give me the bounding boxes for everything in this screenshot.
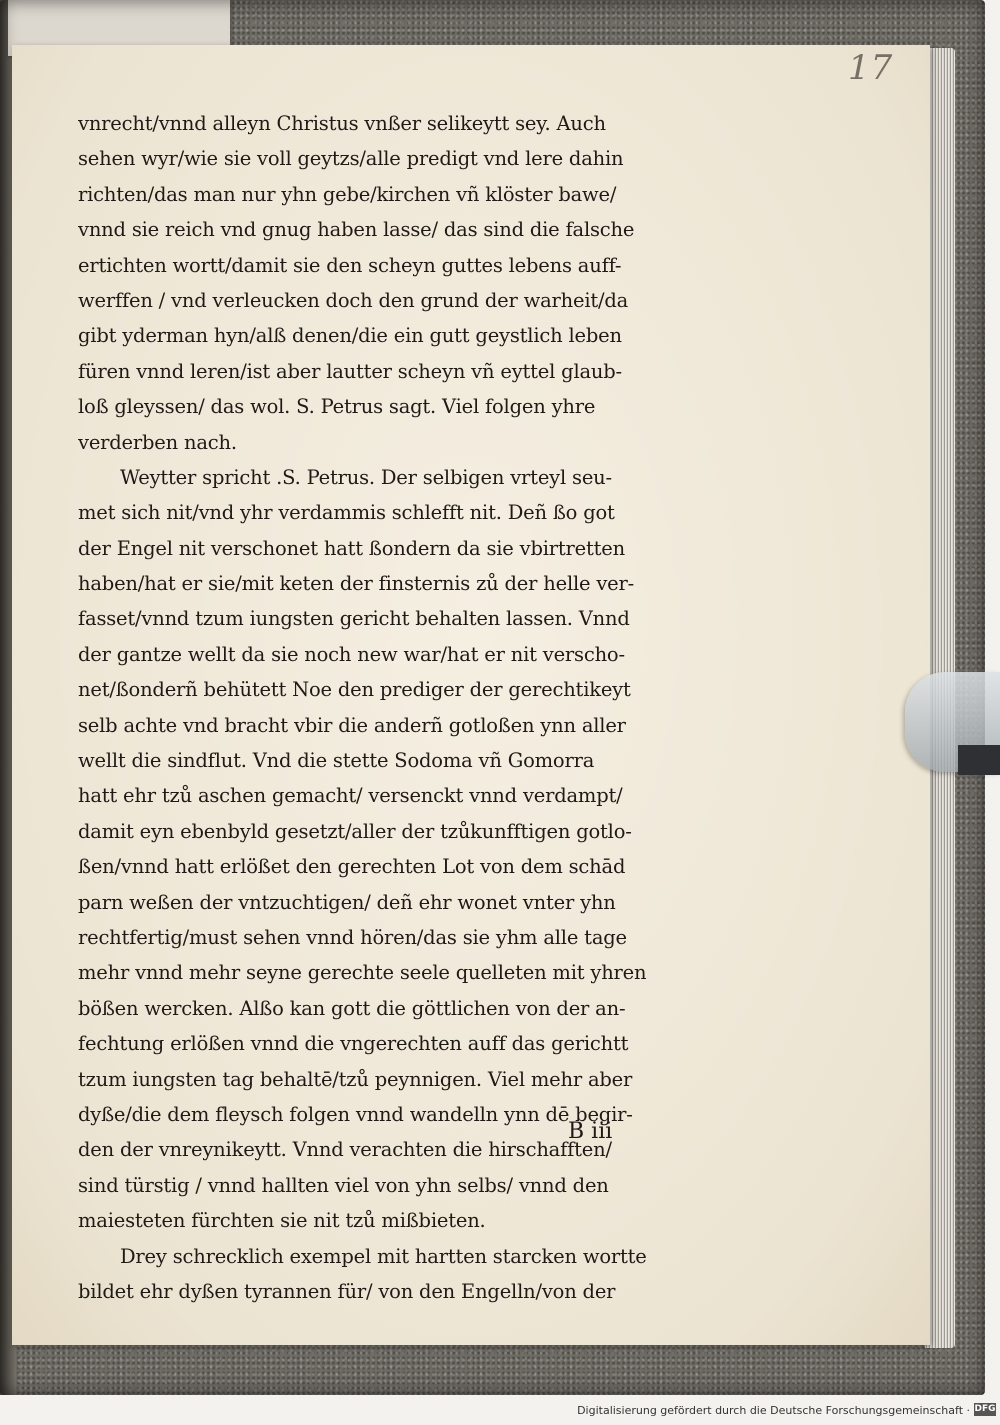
dfg-logo: DFG (974, 1404, 996, 1414)
text-line: tzum iungsten tag behaltē/tzů peynnigen. Viel mehr aber (78, 1067, 633, 1091)
text-line: damit eyn ebenbyld gesetzt/aller der tzůkunfftigen gotlo- (78, 819, 632, 843)
clip-shadow (958, 745, 1000, 775)
text-line: vnnd sie reich vnd gnug haben lasse/ das sind die falsche (78, 218, 635, 242)
text-line: haben/hat er sie/mit keten der finsternis zů der helle ver- (78, 572, 635, 596)
text-line: hatt ehr tzů aschen gemacht/ versenckt vnnd verdampt/ (78, 784, 623, 808)
text-line: sehen wyr/wie sie voll geytzs/alle predigt vnd lere dahin (78, 147, 624, 171)
footer-bar (0, 1395, 1000, 1425)
text-line: met sich nit/vnd yhr verdammis schlefft nit. Deñ ßo got (78, 501, 615, 525)
text-line: verderben nach. (78, 430, 237, 454)
text-line: Weytter spricht .S. Petrus. Der selbigen vrteyl seu- (120, 465, 612, 489)
text-line: loß gleyssen/ das wol. S. Petrus sagt. Viel folgen yhre (78, 395, 596, 419)
text-line: werffen / vnd verleucken doch den grund der warheit/da (78, 288, 629, 312)
text-block (78, 106, 743, 1309)
text-line: net/ßonderñ behütett Noe den prediger der gerechtikeyt (78, 678, 631, 702)
footer-credit: Digitalisierung gefördert durch die Deutsche Forschungsgemeinschaft · (577, 1404, 970, 1417)
text-line: maiesteten fürchten sie nit tzů mißbieten. (78, 1209, 486, 1233)
text-line: dyße/die dem fleysch folgen vnnd wandelln ynn dē begir- (78, 1102, 633, 1126)
text-line: sind türstig / vnnd hallten viel von yhn selbs/ vnnd den (78, 1173, 609, 1197)
text-line: selb achte vnd bracht vbir die anderñ gotloßen ynn aller (78, 713, 626, 737)
text-line: ertichten wortt/damit sie den scheyn guttes lebens auff- (78, 253, 622, 277)
text-line: der Engel nit verschonet hatt ßondern da sie vbirtretten (78, 536, 625, 560)
text-line: vnrecht/vnnd alleyn Christus vnßer selikeytt sey. Auch (78, 112, 606, 135)
text-line: bößen wercken. Alßo kan gott die göttlichen von der an- (78, 996, 626, 1020)
text-line: der gantze wellt da sie noch new war/hat er nit verscho- (78, 642, 625, 666)
text-line: den der vnreynikeytt. Vnnd verachten die hirschafften/ (78, 1138, 612, 1162)
text-line: wellt die sindflut. Vnd die stette Sodoma vñ Gomorra (78, 749, 595, 773)
text-line: mehr vnnd mehr seyne gerechte seele quelleten mit yhren (78, 961, 647, 985)
text-line: fechtung erlößen vnnd die vngerechten auff das gerichtt (78, 1032, 629, 1056)
folio-number: 17 (848, 48, 894, 88)
text-line: parn weßen der vntzuchtigen/ deñ ehr wonet vnter yhn (78, 890, 616, 914)
text-line: gibt yderman hyn/alß denen/die ein gutt geystlich leben (78, 324, 622, 348)
text-line: Drey schrecklich exempel mit hartten starcken wortte (120, 1244, 647, 1268)
text-line: füren vnnd leren/ist aber lautter scheyn vñ eyttel glaub- (78, 359, 622, 383)
text-line: rechtfertig/must sehen vnnd hören/das sie yhm alle tage (78, 925, 627, 949)
signature-mark: B iii (568, 1119, 613, 1144)
text-line: richten/das man nur yhn gebe/kirchen vñ klöster bawe/ (78, 182, 617, 206)
text-line: bildet ehr dyßen tyrannen für/ von den Engelln/von der (78, 1279, 616, 1303)
text-line: fasset/vnnd tzum iungsten gericht behalten lassen. Vnnd (78, 607, 630, 631)
text-line: ßen/vnnd hatt erlößet den gerechten Lot von dem schād (78, 855, 626, 879)
